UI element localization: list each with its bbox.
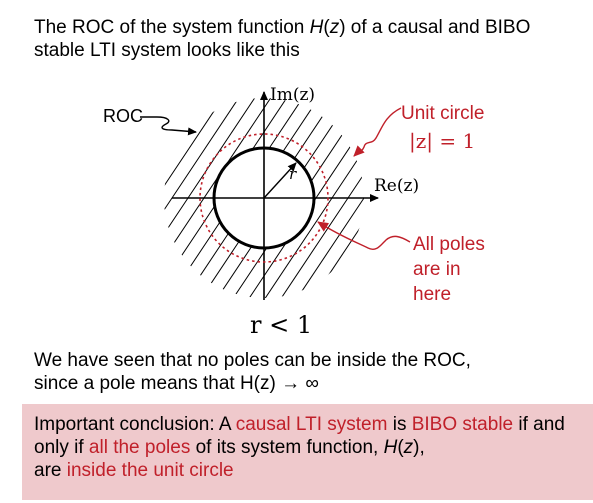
unit-circle-equation: |z| = 1 bbox=[409, 129, 476, 153]
roc-pointer bbox=[140, 117, 196, 132]
conclusion-text-6: are bbox=[34, 460, 67, 481]
conclusion-highlight-bibo: BIBO stable bbox=[411, 414, 514, 435]
radius-label: r bbox=[289, 165, 297, 183]
condition-r-less-1: r < 1 bbox=[250, 311, 313, 339]
middle-text-line2: since a pole means that H(z) → ∞ bbox=[34, 373, 319, 394]
conclusion-box: Important conclusion: A causal LTI system is BIBO stable if and only if all the poles of its system function, H(z), are inside the unit circle bbox=[22, 404, 593, 500]
conclusion-text-4: of its system function, bbox=[190, 437, 384, 458]
poles-label-line2: are in bbox=[413, 259, 461, 280]
conclusion-highlight-unit-circle: inside the unit circle bbox=[66, 460, 234, 481]
conclusion-var-symbol: z bbox=[403, 437, 414, 458]
conclusion-text-3: if and only if bbox=[34, 414, 565, 458]
conclusion-text-1: Important conclusion: A bbox=[34, 414, 236, 435]
poles-label-line1: All poles bbox=[413, 234, 485, 255]
intro-fn-symbol: H bbox=[309, 17, 324, 38]
re-axis-label: Re(z) bbox=[374, 176, 420, 196]
conclusion-text-5: ), bbox=[413, 437, 425, 458]
middle-text-line1: We have seen that no poles can be inside the ROC, bbox=[34, 350, 471, 371]
intro-text-part2: ) of a causal and BIBO stable LTI system looks like this bbox=[34, 17, 531, 61]
unit-circle-pointer bbox=[354, 108, 401, 156]
intro-paren: ( bbox=[323, 17, 330, 38]
roc-label: ROC bbox=[103, 106, 143, 126]
im-axis-label: Im(z) bbox=[270, 85, 316, 105]
intro-var-symbol: z bbox=[329, 17, 340, 38]
unit-circle-label: Unit circle bbox=[401, 103, 485, 124]
poles-label-line3: here bbox=[413, 284, 452, 305]
middle-text bbox=[34, 349, 584, 395]
conclusion-highlight-causal: causal LTI system bbox=[235, 414, 388, 435]
conclusion-text-2: is bbox=[387, 414, 412, 435]
conclusion-highlight-poles: all the poles bbox=[88, 437, 191, 458]
intro-text-part1: The ROC of the system function bbox=[34, 17, 310, 38]
conclusion-fn-symbol: H bbox=[383, 437, 398, 458]
poles-pointer bbox=[318, 222, 410, 249]
